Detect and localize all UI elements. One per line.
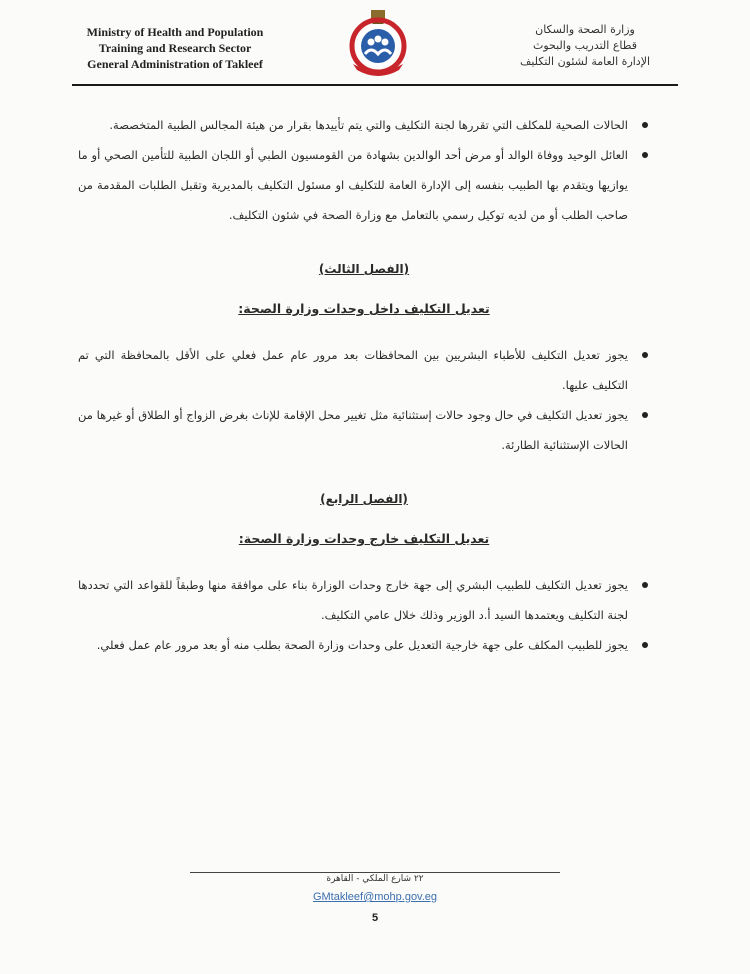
chapter-heading: (الفصل الرابع) — [320, 492, 408, 506]
chapter-4-list — [78, 570, 650, 660]
ministry-logo-icon — [333, 8, 423, 76]
list-item: الحالات الصحية للمكلف التي تقررها لجنة التكليف والتي يتم تأييدها بقرار من هيئة المجالس الطبية المتخصصة. — [78, 110, 628, 140]
list-item: يجوز تعديل التكليف للطبيب البشري إلى جهة خارج وحدات الوزارة بناء على موافقة منها وطبقاً للقواعد التي تحددها لجنة التكليف ويعتمدها السيد أ.د الوزير وذلك خلال عامي التكليف. — [78, 570, 628, 630]
header-english-line: Training and Research Sector — [98, 41, 252, 55]
document-body — [78, 110, 650, 660]
header-arabic-line: وزارة الصحة والسكان — [535, 23, 635, 36]
list-item: يجوز للطبيب المكلف على جهة خارجية التعديل على وحدات وزارة الصحة بطلب منه أو بعد مرور عام عمل فعلي. — [78, 630, 628, 660]
chapter-3-list — [78, 340, 650, 460]
list-item: يجوز تعديل التكليف للأطباء البشريين بين المحافظات بعد مرور عام عمل فعلي على الأقل بالمحافظة التي تم التكليف عليها. — [78, 340, 628, 400]
header-arabic-line: قطاع التدريب والبحوث — [532, 39, 638, 52]
section-title: تعديل التكليف داخل وحدات وزارة الصحة: — [238, 301, 490, 316]
header-arabic-line: الإدارة العامة لشئون التكليف — [519, 55, 651, 68]
header-divider — [72, 84, 678, 86]
page-number: 5 — [371, 912, 379, 924]
header-english — [60, 24, 290, 72]
footer-address: ٢٢ شارع الملكي - القاهرة — [326, 874, 424, 884]
header-english-line: Ministry of Health and Population — [86, 25, 264, 39]
footer-email-link[interactable]: GMtakleef@mohp.gov.eg — [312, 891, 438, 903]
list-item: العائل الوحيد ووفاة الوالد أو مرض أحد الوالدين بشهادة من القومسيون الطبي أو اللجان الطبية للتأمين الصحي أو ما يوازيها ويتقدم بها الطبيب بنفسه إلى الإدارة العامة للتكليف او مسئول التكليف بالمديرية وتقبل الطلبات المقدمة من صاحب الطلب أو من لديه توكيل رسمي بالتعامل مع وزارة الصحة في شئون التكليف. — [78, 140, 628, 230]
chapter-heading: (الفصل الثالث) — [318, 262, 410, 276]
header-arabic — [480, 22, 690, 70]
intro-list — [78, 110, 650, 230]
footer-divider — [190, 872, 560, 873]
header-english-line: General Administration of Takleef — [87, 57, 263, 71]
section-title: تعديل التكليف خارج وحدات وزارة الصحة: — [238, 531, 490, 546]
list-item: يجوز تعديل التكليف في حال وجود حالات إستثنائية مثل تغيير محل الإقامة للإناث بغرض الزواج أو الطلاق أو غيرها من الحالات الإستثنائية الطارئة. — [78, 400, 628, 460]
